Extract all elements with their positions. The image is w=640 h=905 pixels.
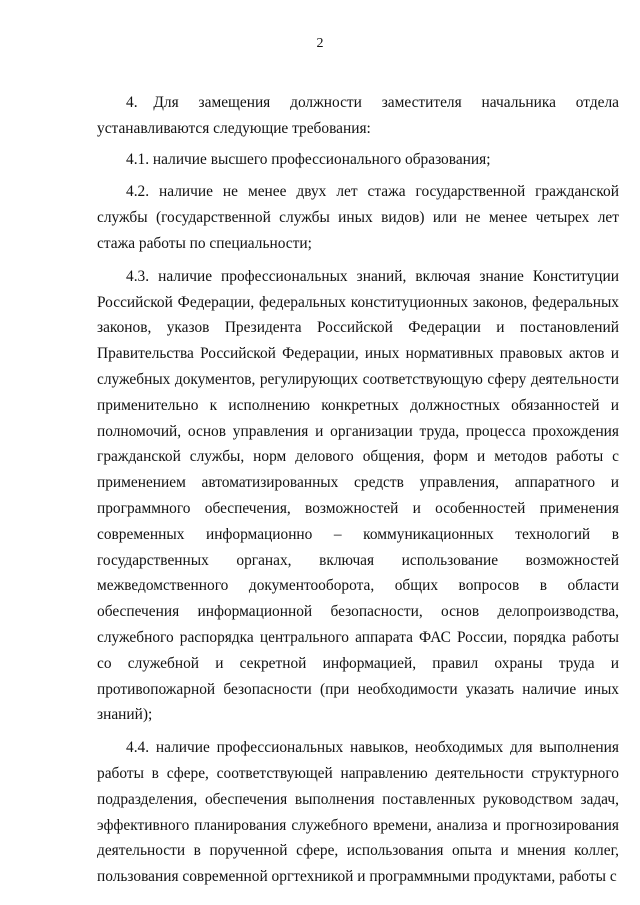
paragraph-4-4-skills: 4.4. наличие профессиональных навыков, необходимых для выполнения работы в сфере, соответствующей направлению деятельности структурного подразделения, обеспечения выполнения поставленных руководством задач, эффективного планирования служебного времени, анализа и прогнозирования деятельности в порученной сфере, использования опыта и мнения коллег, пользования современной оргтехникой и программными продуктами, работы с: [97, 739, 619, 886]
document-body: [97, 90, 619, 897]
page-number: 2: [316, 36, 324, 51]
paragraph-4-1-education: 4.1. наличие высшего профессионального образования;: [126, 150, 491, 168]
paragraph-4-requirements-intro: 4. Для замещения должности заместителя начальника отдела устанавливаются следующие требования:: [97, 94, 619, 137]
paragraph-4-3-knowledge: 4.3. наличие профессиональных знаний, включая знание Конституции Российской Федерации, федеральных конституционных законов, федеральных законов, указов Президента Российской Федерации и постановлений Правительства Российской Федерации, иных нормативных правовых актов и служебных документов, регулирующих соответствующую сферу деятельности применительно к исполнению конкретных должностных обязанностей и полномочий, основ управления и организации труда, процесса прохождения гражданской службы, норм делового общения, форм и методов работы с применением автоматизированных средств управления, аппаратного и программного обеспечения, возможностей и особенностей применения современных информационно – коммуникационных технологий в государственных органах, включая использование возможностей межведомственного документооборота, общих вопросов в области обеспечения информационной безопасности, основ делопроизводства, служебного распорядка центрального аппарата ФАС России, порядка работы со служебной и секретной информацией, правил охраны труда и противопожарной безопасности (при необходимости указать наличие иных знаний);: [97, 267, 619, 724]
paragraph-4-2-experience: 4.2. наличие не менее двух лет стажа государственной гражданской службы (государственной службы иных видов) или не менее четырех лет стажа работы по специальности;: [97, 183, 619, 252]
